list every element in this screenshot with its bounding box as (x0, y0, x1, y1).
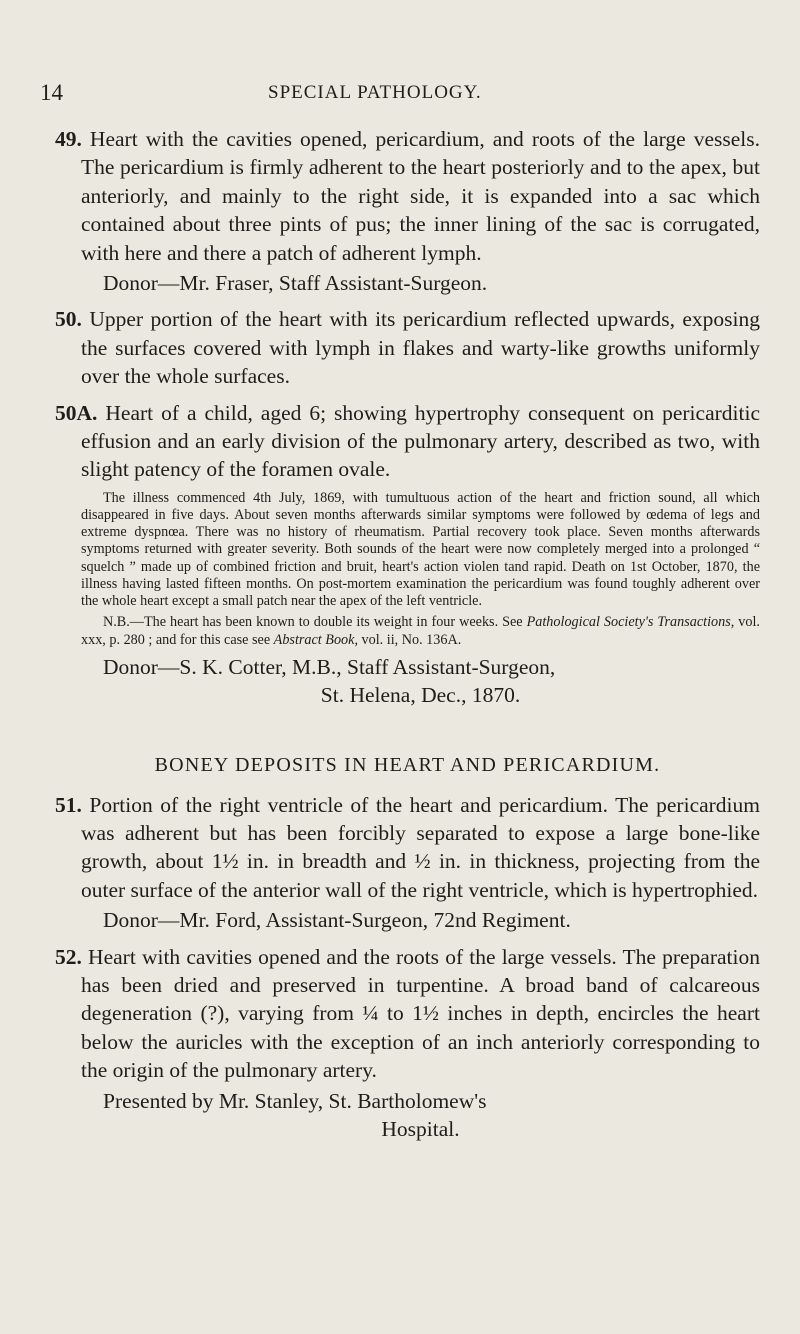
page-content (55, 125, 760, 1151)
donor-line: Presented by Mr. Stanley, St. Bartholomew's (103, 1088, 487, 1113)
donor-line-continued: St. Helena, Dec., 1870. (320, 683, 521, 708)
entry-description: Heart of a child, aged 6; showing hypertrophy consequent on pericarditic effusion and an early division of the pulmonary artery, described as two, with slight patency of the foramen ovale. (81, 400, 760, 482)
nb-note (81, 614, 760, 648)
entry-50a (55, 399, 760, 710)
page-number: 14 (40, 80, 63, 105)
entry-51 (55, 791, 760, 935)
entry-number: 50. (55, 307, 82, 332)
entry-description: Heart with the cavities opened, pericardium, and roots of the large vessels. The pericardium is firmly adherent to the heart posteriorly and to the apex, but anteriorly, and mainly to the right side, it is expanded into a sac which contained about three pints of pus; the inner lining of the sac is corrugated, with here and there a patch of adherent lymph. (81, 127, 761, 265)
entry-description: Heart with cavities opened and the roots of the large vessels. The preparation has been dried and preserved in turpentine. A broad band of calcareous degeneration (?), varying from ¼ to 1½ inches in depth, encircles the heart below the auricles with the exception of an inch anteriorly corresponding to the origin of the pulmonary artery. (81, 944, 760, 1083)
entry-number: 49. (55, 127, 82, 151)
nb-note-part: N.B.—The heart has been known to double its weight in four weeks. See (103, 614, 527, 631)
entry-description: Portion of the right ventricle of the heart and pericardium. The pericardium was adherent but has been forcibly separated to expose a large bone-like growth, about 1½ in. in breadth and ½ in. in thickness, projecting from the outer surface of the anterior wall of the right ventricle, which is hypertrophied. (81, 792, 761, 902)
entry-number: 52. (55, 944, 82, 969)
donor-line: Donor—Mr. Fraser, Staff Assistant-Surgeon. (103, 271, 488, 296)
entry-description: Upper portion of the heart with its pericardium reflected upwards, exposing the surfaces covered with lymph in flakes and warty-like growths uniformly over the whole surfaces. (81, 307, 760, 389)
nb-note-part: vol. ii, No. 136A. (358, 631, 462, 648)
running-head: SPECIAL PATHOLOGY. (268, 82, 482, 103)
donor-line: Donor—Mr. Ford, Assistant-Surgeon, 72nd Regiment. (103, 908, 571, 933)
entry-text (55, 943, 760, 1085)
entry-number: 50A. (55, 400, 98, 425)
entry-number: 51. (55, 792, 82, 817)
section-heading: BONEY DEPOSITS IN HEART AND PERICARDIUM. (154, 753, 661, 776)
entry-50 (55, 305, 760, 390)
donor-line-continued: Hospital. (381, 1116, 460, 1141)
entry-text (55, 125, 760, 267)
case-note: The illness commenced 4th July, 1869, with tumultuous action of the heart and friction sound, all which disappeared in five days. About seven months afterwards similar symptoms were followed by œdema of legs and extreme dyspnœa. There was no history of rheumatism. Partial recovery took place. Seven months afterwards symptoms returned with greater severity. Both sounds of the heart were now completely merged into a prolonged “ squelch ” made up of combined friction and bruit, heart's action violen tand rapid. Death on 1st October, 1870, the illness having lasted fifteen months. On post-mortem examination the pericardium was found toughly adherent over the whole heart except a small patch near the apex of the left ventricle. (81, 489, 760, 610)
donor-line: Donor—S. K. Cotter, M.B., Staff Assistant-Surgeon, (103, 654, 556, 679)
entry-52 (55, 943, 760, 1144)
entry-49 (55, 125, 760, 297)
entry-text (55, 399, 760, 484)
entry-text (55, 305, 760, 390)
page-header (40, 80, 770, 110)
nb-note-part: vol. xxx, p. 280 ; and for this case see (81, 614, 760, 648)
nb-note-reference: Abstract Book, (273, 631, 358, 648)
entry-text (55, 791, 760, 905)
nb-note-reference: Pathological Society's Transactions, (526, 614, 735, 631)
